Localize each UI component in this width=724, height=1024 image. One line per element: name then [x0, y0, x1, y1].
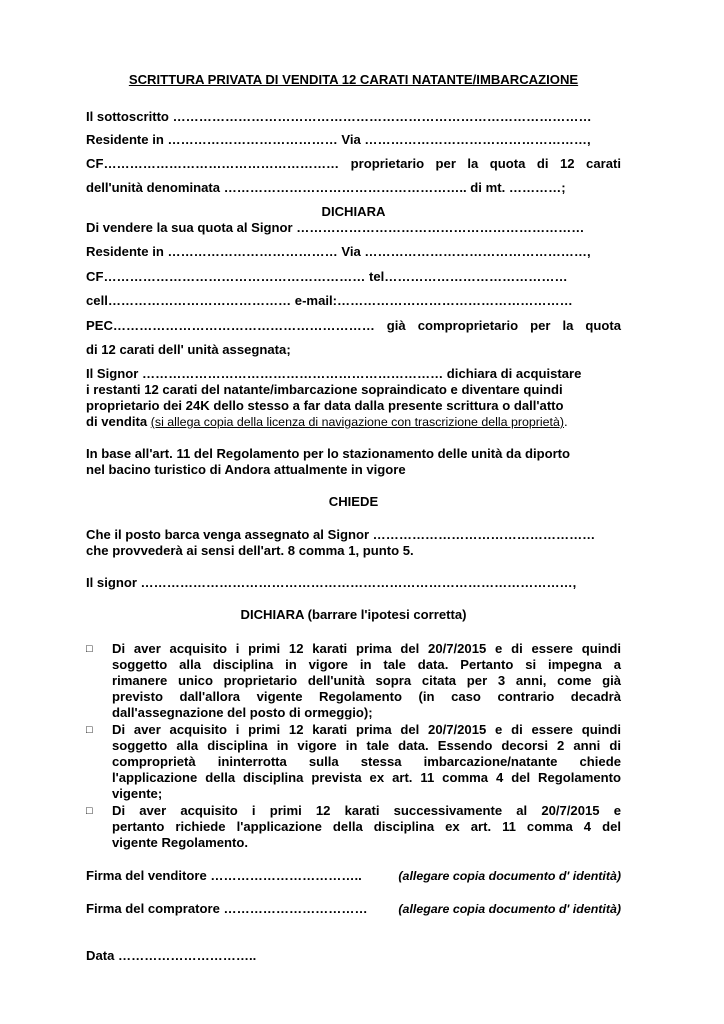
- option-1-line: rimanere unico proprietario dell'unità sopra citata per 3 anni, come già: [112, 673, 621, 688]
- seller-name-line: Il sottoscritto ……………………………………………………………………………………: [86, 109, 592, 124]
- option-2-line: l'applicazione della disciplina prevista ex art. 11 comma 4 del Regolamento: [112, 770, 621, 785]
- seller-signature-label: Firma del venditore ……………………………..: [86, 868, 362, 883]
- buyer-unit-line: di 12 carati dell' unità assegnata;: [86, 342, 291, 357]
- il-signor-line: Il signor ………………………………………………………………………………………,: [86, 575, 577, 590]
- option-2-line: vigente;: [112, 786, 163, 801]
- signor-line-4: [86, 414, 621, 430]
- signor-line-1: Il Signor …………………………………………………………… dichiara di acquistare: [86, 366, 582, 381]
- licence-copy-note: (si allega copia della licenza di navigazione con trascrizione della proprietà): [150, 415, 565, 429]
- option-1-line: dall'assegnazione del posto di ormeggio);: [112, 705, 373, 720]
- chiede-line-2: che provvederà ai sensi dell'art. 8 comma 1, punto 5.: [86, 543, 414, 558]
- seller-id-note: (allegare copia documento d' identità): [398, 869, 621, 883]
- buyer-cell-email-line: cell…………………………………… e-mail:………………………………………………: [86, 293, 573, 308]
- regolamento-line-1: In base all'art. 11 del Regolamento per lo stazionamento delle unità da diporto: [86, 446, 571, 461]
- buyer-id-note: (allegare copia documento d' identità): [398, 902, 621, 916]
- option-3-line: vigente Regolamento.: [112, 835, 249, 850]
- option-2-checkbox[interactable]: □: [86, 724, 93, 736]
- document-title: SCRITTURA PRIVATA DI VENDITA 12 CARATI NATANTE/IMBARCAZIONE: [128, 72, 579, 87]
- regolamento-line-2: nel bacino turistico di Andora attualmente in vigore: [86, 462, 406, 477]
- option-1-checkbox[interactable]: □: [86, 643, 93, 655]
- option-1-line: Di aver acquisito i primi 12 karati prima del 20/7/2015 e di essere quindi: [112, 641, 621, 656]
- seller-signature-line: [86, 868, 621, 884]
- option-3-checkbox[interactable]: □: [86, 805, 93, 817]
- buyer-signature-label: Firma del compratore ……………………………: [86, 901, 368, 916]
- buyer-cf-tel-line: CF…………………………………………………… tel……………………………………: [86, 269, 568, 284]
- option-3-line: pertanto richiede l'applicazione della disciplina ex art. 11 comma 4 del: [112, 819, 621, 834]
- option-2-line: soggetto alla disciplina in vigore in tale data. Essendo decorsi 2 anni di: [112, 738, 621, 753]
- signor-vendita-text: di vendita: [86, 414, 148, 429]
- option-1-line: previsto dall'allora vigente Regolamento (in caso contrario decadrà: [112, 689, 621, 704]
- buyer-pec-line: PEC…………………………………………………… già comproprietario per la quota: [86, 318, 621, 333]
- buyer-residence-line: Residente in ………………………………… Via ……………………………………………,: [86, 244, 591, 259]
- seller-residence-line: Residente in ………………………………… Via ……………………………………………,: [86, 132, 591, 147]
- option-3-line: Di aver acquisito i primi 12 karati successivamente al 20/7/2015 e: [112, 803, 621, 818]
- chiede-heading: CHIEDE: [328, 494, 379, 509]
- seller-cf-line: CF……………………………………………… proprietario per la quota di 12 carati: [86, 156, 621, 171]
- buyer-signature-line: [86, 901, 621, 917]
- option-2-line: Di aver acquisito i primi 12 karati prima del 20/7/2015 e di essere quindi: [112, 722, 621, 737]
- dichiara-heading: DICHIARA: [321, 204, 386, 219]
- seller-unit-line: dell'unità denominata ……………………………………………….. di mt. …………;: [86, 180, 566, 195]
- chiede-line-1: Che il posto barca venga assegnato al Signor ……………………………………………: [86, 527, 596, 542]
- option-1-line: soggetto alla disciplina in vigore in tale data. Pertanto si impegna a: [112, 657, 621, 672]
- date-line: Data …………………………..: [86, 948, 257, 963]
- signor-line-2: i restanti 12 carati del natante/imbarcazione sopraindicato e diventare quindi: [86, 382, 563, 397]
- buyer-name-line: Di vendere la sua quota al Signor …………………………………………………………: [86, 220, 585, 235]
- option-2-line: comproprietà ininterrotta sulla stessa imbarcazione/natante chiede: [112, 754, 621, 769]
- signor-line-4-end: .: [564, 414, 568, 429]
- signor-line-3: proprietario dei 24K dello stesso a far data dalla presente scrittura o dall'atto: [86, 398, 564, 413]
- dichiara-options-heading: DICHIARA (barrare l'ipotesi corretta): [240, 607, 467, 622]
